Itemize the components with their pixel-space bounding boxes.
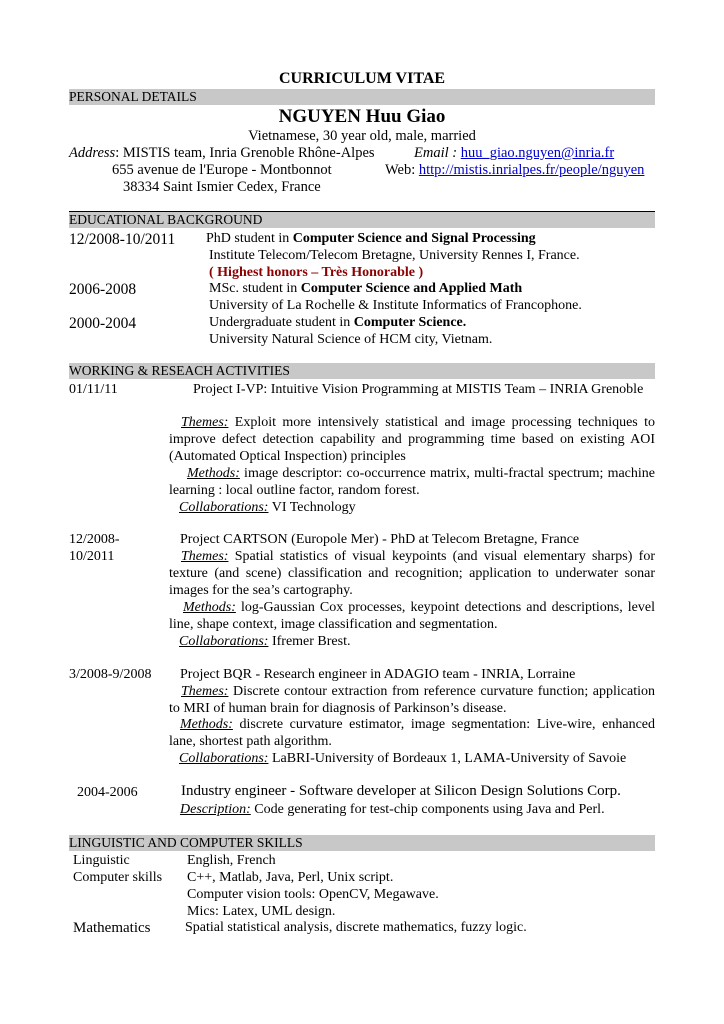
skill-computer-3: Mics: Latex, UML design. xyxy=(187,904,336,919)
section-header-skills: LINGUISTIC AND COMPUTER SKILLS xyxy=(69,835,655,851)
edu-school-3: University Natural Science of HCM city, Vietnam. xyxy=(209,332,493,347)
work-project-3: Project BQR - Research engineer in ADAGIO team - INRIA, Lorraine xyxy=(180,667,576,682)
edu-date-1: 12/2008-10/2011 xyxy=(69,231,176,248)
skill-math: Spatial statistical analysis, discrete mathematics, fuzzy logic. xyxy=(185,920,527,935)
work-collab-1: Collaborations: VI Technology xyxy=(179,500,356,515)
email-line xyxy=(414,145,614,162)
email-link[interactable]: huu_giao.nguyen@inria.fr xyxy=(460,145,615,161)
section-header-education: EDUCATIONAL BACKGROUND xyxy=(69,212,655,228)
work-project-2: Project CARTSON (Europole Mer) - PhD at Telecom Bretagne, France xyxy=(180,532,580,547)
work-project-1: Project I-VP: Intuitive Vision Programming at MISTIS Team – INRIA Grenoble xyxy=(193,382,644,397)
work-date-2: 12/2008-10/2011 xyxy=(69,532,120,564)
edu-degree-2: MSc. student in Computer Science and Applied Math xyxy=(209,281,523,296)
skill-label-math: Mathematics xyxy=(73,920,151,936)
skill-linguistic: English, French xyxy=(187,853,276,868)
address-line-1: Address: MISTIS team, Inria Grenoble Rhône-Alpes xyxy=(69,145,375,161)
section-header-personal: PERSONAL DETAILS xyxy=(69,89,655,105)
skill-computer-2: Computer vision tools: OpenCV, Megawave. xyxy=(187,887,439,902)
document-title: CURRICULUM VITAE xyxy=(278,70,446,87)
work-themes-1: Themes: Exploit more intensively statistical and image processing techniques to improve defect detection capability and programming time based on existing AOI (Automated Optical Inspection) principles xyxy=(169,415,655,464)
edu-degree-3: Undergraduate student in Computer Science. xyxy=(209,315,467,330)
work-collab-2: Collaborations: Ifremer Brest. xyxy=(179,634,351,649)
edu-date-2: 2006-2008 xyxy=(69,281,137,298)
work-date-4: 2004-2006 xyxy=(77,785,138,800)
skill-label-computer: Computer skills xyxy=(73,870,163,885)
work-themes-2: Themes: Spatial statistics of visual keypoints (and visual elementary sharps) for texture (and scene) classification and recognition; application to underwater sonar images for the sea’s cartography. xyxy=(169,549,655,598)
work-project-4: Industry engineer - Software developer at Silicon Design Solutions Corp. xyxy=(181,783,621,799)
work-methods-1: Methods: image descriptor: co-occurrence matrix, multi-fractal spectrum; machine learning : local outline factor, random forest. xyxy=(169,466,655,498)
person-name: NGUYEN Huu Giao xyxy=(278,106,446,127)
edu-degree-1: PhD student in Computer Science and Signal Processing xyxy=(206,231,536,246)
edu-school-2: University of La Rochelle & Institute Informatics of Francophone. xyxy=(209,298,582,313)
edu-school-1: Institute Telecom/Telecom Bretagne, University Rennes I, France. xyxy=(209,248,580,263)
skill-computer-1: C++, Matlab, Java, Perl, Unix script. xyxy=(187,870,394,885)
email-label: Email : xyxy=(414,145,458,161)
web-line xyxy=(385,162,644,179)
person-info: Vietnamese, 30 year old, male, married xyxy=(248,128,476,144)
web-link[interactable]: http://mistis.inrialpes.fr/people/nguyen xyxy=(418,162,645,178)
web-label: Web: xyxy=(385,162,416,178)
work-date-3: 3/2008-9/2008 xyxy=(69,667,152,682)
work-date-1: 01/11/11 xyxy=(69,382,118,397)
section-header-work: WORKING & RESEACH ACTIVITIES xyxy=(69,363,655,379)
address-line-2: 655 avenue de l'Europe - Montbonnot xyxy=(112,162,332,178)
work-methods-3: Methods: discrete curvature estimator, image segmentation: Live-wire, enhanced lane, shortest path algorithm. xyxy=(169,717,655,749)
work-methods-2: Methods: log-Gaussian Cox processes, keypoint detections and descriptions, level line, shape context, image classification and segmentation. xyxy=(169,600,655,632)
address-label: Address xyxy=(69,145,116,161)
edu-honor: ( Highest honors – Très Honorable ) xyxy=(209,265,424,280)
address-line-3: 38334 Saint Ismier Cedex, France xyxy=(123,179,321,195)
work-collab-3: Collaborations: LaBRI-University of Bordeaux 1, LAMA-University of Savoie xyxy=(179,751,627,766)
edu-date-3: 2000-2004 xyxy=(69,315,137,332)
work-desc-4: Description: Code generating for test-chip components using Java and Perl. xyxy=(180,802,605,817)
skill-label-linguistic: Linguistic xyxy=(73,853,130,868)
work-themes-3: Themes: Discrete contour extraction from reference curvature function; application to MRI of human brain for diagnosis of Parkinson’s disease. xyxy=(169,684,655,716)
